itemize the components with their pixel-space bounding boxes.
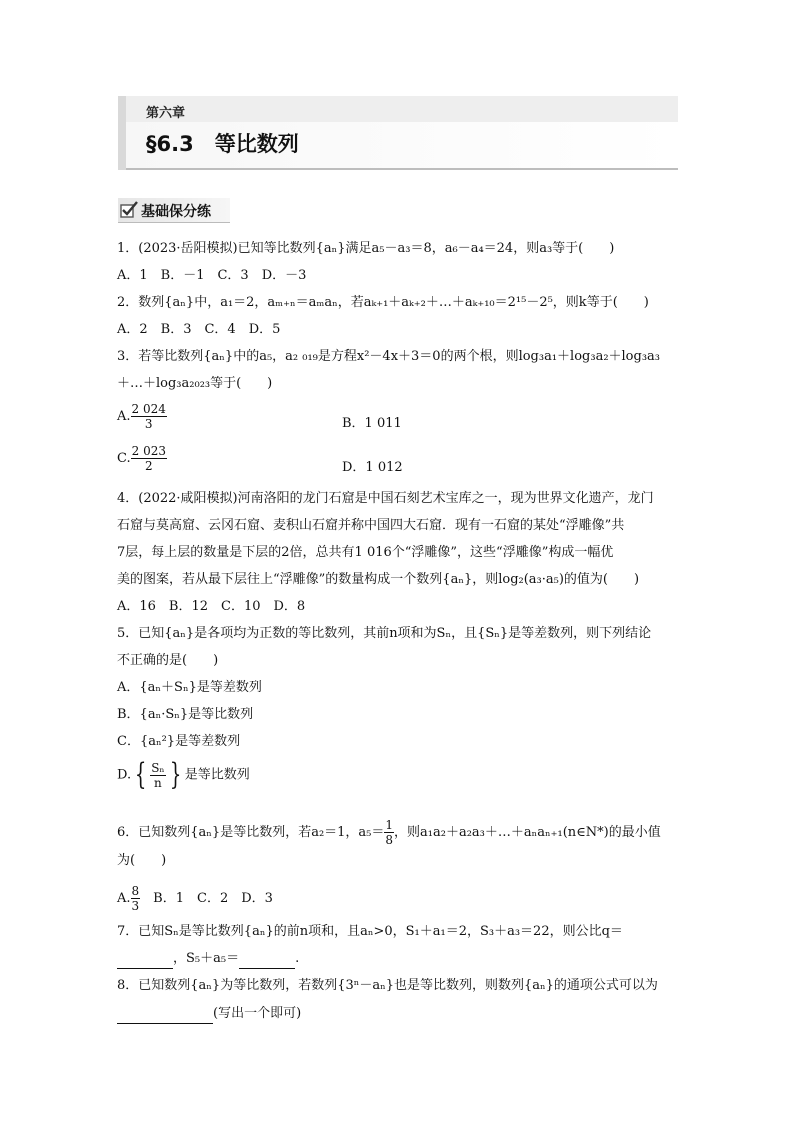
fraction xyxy=(131,884,141,913)
problem-3-option-c xyxy=(117,444,167,473)
fraction xyxy=(384,818,394,847)
problem-2-text: 2．数列{aₙ}中，a₁＝2，aₘ₊ₙ＝aₘaₙ，若aₖ₊₁＋aₖ₊₂＋…＋aₖ₊₁₀＝2¹⁵－2⁵，则k等于( ) xyxy=(117,295,649,310)
answer-blank[interactable] xyxy=(117,950,173,969)
problem-1-text: 1．(2023·岳阳模拟)已知等比数列{aₙ}满足a₅－a₃＝8，a₆－a₄＝24，则a₃等于( ) xyxy=(117,241,615,256)
problem-6-text-a: 6．已知数列{aₙ}是等比数列，若a₂＝1，a₅＝ xyxy=(117,825,385,840)
option-a-label: A. xyxy=(117,891,131,906)
problem-3-line2: ＋…＋log₃a₂₀₂₃等于( ) xyxy=(117,376,273,391)
fraction-denominator: 8 xyxy=(385,833,394,847)
problem-4-line2: 石窟与莫高窟、云冈石窟、麦积山石窟并称中国四大石窟．现有一石窟的某处“浮雕像”共 xyxy=(117,518,625,533)
fraction xyxy=(131,444,167,473)
badge-label: 基础保分练 xyxy=(141,204,211,220)
header-strip xyxy=(118,96,678,122)
practice-badge xyxy=(118,198,230,223)
page-title: §6.3 等比数列 xyxy=(146,132,299,156)
fraction-numerator: Sₙ xyxy=(151,760,165,775)
problem-7-mid: ，S₅＋a₅＝ xyxy=(173,951,240,966)
options-rest: B．1 C．2 D．3 xyxy=(140,891,273,906)
problem-7-end: . xyxy=(295,951,300,966)
option-a-label: A. xyxy=(117,409,131,424)
answer-blank[interactable] xyxy=(117,1005,213,1024)
problem-7-line2 xyxy=(117,950,299,969)
problem-8-line2 xyxy=(117,1005,301,1024)
problem-5-line2: 不正确的是( ) xyxy=(117,653,219,668)
fraction-numerator: 2 024 xyxy=(131,402,166,416)
problem-6-line2: 为( ) xyxy=(117,853,167,868)
problem-1-options: A．1 B．－1 C．3 D．－3 xyxy=(117,268,307,283)
fraction-numerator: 2 023 xyxy=(131,444,166,458)
answer-blank[interactable] xyxy=(239,950,295,969)
problem-8-end: (写出一个即可) xyxy=(213,1006,302,1021)
problem-8-line1: 8．已知数列{aₙ}为等比数列，若数列{3ⁿ－aₙ}也是等比数列，则数列{aₙ}的通项公式可以为 xyxy=(117,978,658,993)
problem-3-option-d: D．1 012 xyxy=(342,460,403,475)
problem-6-options xyxy=(117,884,273,913)
problem-6-text-b: ，则a₁a₂＋a₂a₃＋…＋aₙaₙ₊₁(n∈N*)的最小值 xyxy=(394,825,661,840)
problem-4-line4: 美的图案，若从最下层往上“浮雕像”的数量构成一个数列{aₙ}，则log₂(a₃·a₅)的值为( ) xyxy=(117,572,640,587)
problem-5-line1: 5．已知{aₙ}是各项均为正数的等比数列，其前n项和为Sₙ，且{Sₙ}是等差数列，则下列结论 xyxy=(117,626,652,641)
fraction-denominator: n xyxy=(154,775,162,790)
problem-6-line1 xyxy=(117,818,661,847)
problem-5-option-c: C．{aₙ²}是等差数列 xyxy=(117,734,241,749)
fraction-denominator: 3 xyxy=(131,899,140,913)
option-d-text: 是等比数列 xyxy=(184,767,250,783)
problem-4-line1: 4．(2022·咸阳模拟)河南洛阳的龙门石窟是中国石刻艺术宝库之一，现为世界文化遗产，龙门 xyxy=(117,491,654,506)
option-d-label: D. xyxy=(117,767,132,783)
problem-2-options: A．2 B．3 C．4 D．5 xyxy=(117,322,281,337)
left-brace: { xyxy=(134,757,147,792)
problem-5-option-d xyxy=(117,757,250,792)
fraction xyxy=(131,402,167,431)
right-brace: } xyxy=(169,757,181,792)
problem-3-option-a xyxy=(117,402,167,431)
problem-3-line1: 3．若等比数列{aₙ}中的a₅，a₂ ₀₁₉是方程x²－4x＋3＝0的两个根，则log₃a₁＋log₃a₂＋log₃a₃ xyxy=(117,349,661,364)
checkmark-icon xyxy=(120,201,138,218)
problem-5-option-a: A．{aₙ＋Sₙ}是等差数列 xyxy=(117,680,262,695)
fraction-denominator: 3 xyxy=(144,417,153,431)
option-c-label: C. xyxy=(117,451,131,466)
header-bar xyxy=(118,96,126,170)
fraction-numerator: 1 xyxy=(385,818,394,832)
problem-7-line1: 7．已知Sₙ是等比数列{aₙ}的前n项和，且aₙ>0，S₁＋a₁＝2，S₃＋a₃＝22，则公比q＝ xyxy=(117,924,623,939)
fraction xyxy=(150,761,165,790)
chapter-label: 第六章 xyxy=(146,106,186,121)
fraction-denominator: 2 xyxy=(144,459,153,473)
problem-5-option-b: B．{aₙ·Sₙ}是等比数列 xyxy=(117,707,254,722)
problem-4-line3: 7层，每上层的数量是下层的2倍，总共有1 016个“浮雕像”，这些“浮雕像”构成一幅优 xyxy=(117,545,614,560)
problem-4-options: A．16 B．12 C．10 D．8 xyxy=(117,599,306,614)
problem-3-option-b: B．1 011 xyxy=(342,416,402,431)
fraction-numerator: 8 xyxy=(131,884,140,898)
